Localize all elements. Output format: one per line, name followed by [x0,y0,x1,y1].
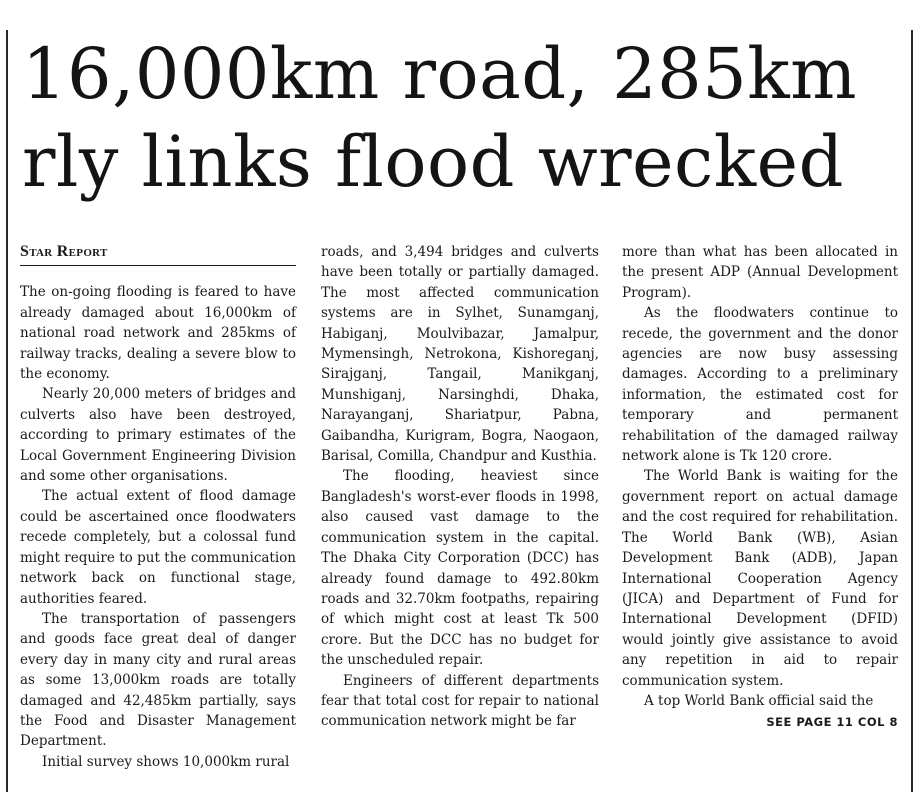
paragraph: The flooding, heaviest since Bangladesh's worst-ever floods in 1998, also caused vast damage to the communication system in the capital. The Dhaka City Corporation (DCC) has already found damage to 492.80km roads and 32.70km footpaths, repairing of which might cost at least Tk 500 crore. But the DCC has no budget for the unscheduled repair. [321,468,599,669]
paragraph: more than what has been allocated in the present ADP (Annual Development Program). [622,244,898,301]
continuation-jump-link[interactable]: SEE PAGE 11 COL 8 [766,715,898,730]
right-column-rule [911,30,913,792]
paragraph: As the floodwaters continue to recede, the government and the donor agencies are now busy assessing damages. According to a preliminary information, the estimated cost for temporary and permanent rehabilitation of the damaged railway network alone is Tk 120 crore. [622,305,898,465]
left-column-rule [6,30,8,792]
paragraph: Engineers of different departments fear that total cost for repair to national communication network might be far [321,672,599,730]
paragraph: A top World Bank official said the [644,692,874,709]
headline-line-1: 16,000km road, 285km [22,33,858,115]
paragraph: The transportation of passengers and goods face great deal of danger every day in many city and rural areas as some 13,000km roads are totally damaged and 42,485km partially, says the Food and Disaster Management Department. [20,610,296,750]
paragraph: The World Bank is waiting for the government report on actual damage and the cost required for rehabilitation. The World Bank (WB), Asian Development Bank (ADB), Japan International Cooperation Agency (JICA) and Department of Fund for International Development (DFID) would jointly give assistance to avoid any repetition in aid to repair communication system. [622,468,898,689]
article-column-2 [321,242,599,732]
headline-line-2: rly links flood wrecked [22,121,844,203]
article-column-3 [622,242,898,733]
paragraph: roads, and 3,494 bridges and culverts have been totally or partially damaged. The most affected communication systems are in Sylhet, Sunamganj, Habiganj, Moulvibazar, Jamalpur, Mymensingh, Netrokona, Kishoreganj, Sirajganj, Tangail, Manikganj, Munshiganj, Narsinghdi, Dhaka, Narayanganj, Shariatpur, Pabna, Gaibandha, Kurigram, Bogra, Naogaon, Barisal, Comilla, Chandpur and Kusthia. [321,244,599,465]
paragraph: Nearly 20,000 meters of bridges and culverts also have been destroyed, according to primary estimates of the Local Government Engineering Division and some other organisations. [20,386,296,485]
byline: Star Report [20,242,296,266]
paragraph: The actual extent of flood damage could be ascertained once floodwaters recede completely, but a colossal fund might require to put the communication network back on functional stage, authorities feared. [20,488,296,607]
headline [22,30,902,206]
article-column-1 [20,242,296,772]
paragraph: The on-going flooding is feared to have already damaged about 16,000km of national road network and 285kms of railway tracks, dealing a severe blow to the economy. [20,284,296,383]
paragraph: Initial survey shows 10,000km rural [42,753,290,770]
